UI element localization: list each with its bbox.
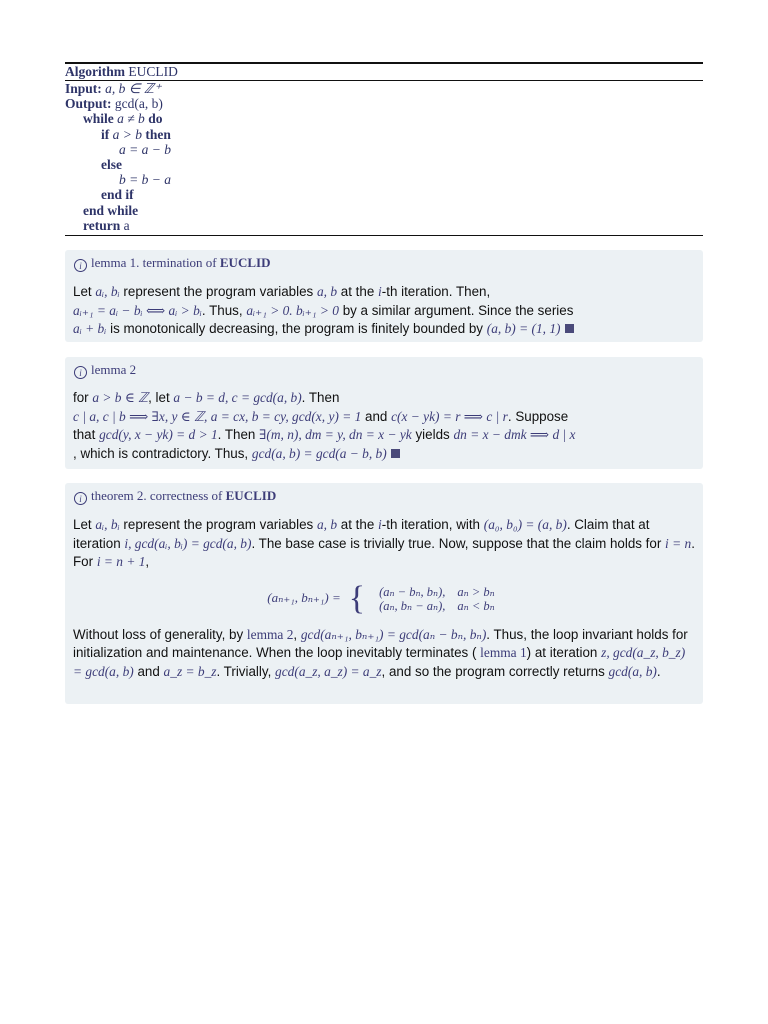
kw-return: return xyxy=(83,217,121,233)
text: Let xyxy=(73,284,92,299)
text: is monotonically decreasing, the program is finitely bounded by xyxy=(110,321,484,336)
display-equation xyxy=(73,579,695,617)
theorem2-title xyxy=(74,488,276,505)
math: aᵢ₊₁ > 0. bᵢ₊₁ > 0 xyxy=(246,302,339,318)
algo-line-else xyxy=(65,157,703,172)
math: i = n + 1 xyxy=(96,554,146,569)
text: Without loss of generality, by xyxy=(73,626,244,642)
math: a, b xyxy=(316,517,338,532)
lemma2-line4 xyxy=(73,445,695,464)
text: , which is contradictory. Thus, xyxy=(73,445,249,461)
algo-line-while xyxy=(65,111,703,126)
text: . Then xyxy=(217,427,256,442)
math: a_z = b_z xyxy=(163,663,217,679)
expr: a ≠ b xyxy=(117,111,145,127)
bottom-rule xyxy=(65,235,703,236)
text: by a similar argument. Since the series xyxy=(342,302,574,318)
lemma1-line1 xyxy=(73,283,695,302)
case-row xyxy=(373,585,501,599)
text: . Suppose xyxy=(507,408,569,424)
math: aᵢ, bᵢ xyxy=(95,284,120,299)
text: , xyxy=(145,554,150,569)
text: ) at iteration xyxy=(526,645,598,660)
algo-line-endwhile xyxy=(65,203,703,218)
case-value: (aₙ − bₙ, bₙ), xyxy=(379,584,446,599)
case-value: (aₙ, bₙ − aₙ), xyxy=(379,598,446,613)
text: and xyxy=(365,408,388,424)
case-condition: aₙ > bₙ xyxy=(457,584,495,599)
algorithm-name: EUCLID xyxy=(128,64,178,79)
cases-table xyxy=(373,585,501,613)
left-brace: { xyxy=(348,579,366,617)
text: represent the program variables xyxy=(123,284,314,299)
math: z, gcd(a_z, b_z) = gcd(a, b) xyxy=(73,645,686,679)
title-prefix: theorem 2. correctness of xyxy=(91,488,223,503)
kw-else: else xyxy=(101,156,122,172)
text: . Claim xyxy=(566,517,609,532)
math: (a₀, b₀) = (a, b) xyxy=(483,517,567,532)
math: aᵢ, bᵢ xyxy=(95,517,120,532)
lemma2-line2 xyxy=(73,408,695,427)
algo-line-if xyxy=(65,127,703,142)
lemma2-box xyxy=(65,357,703,469)
math: c(x − yk) = r ⟹ c | r xyxy=(391,408,508,424)
title-name: EUCLID xyxy=(219,255,271,270)
kw-do: do xyxy=(148,111,163,127)
case-condition: aₙ < bₙ xyxy=(457,598,495,613)
case-row xyxy=(373,599,501,613)
math: gcd(a_z, a_z) = a_z xyxy=(275,663,382,679)
text: , let xyxy=(148,390,170,405)
title-text: lemma 2 xyxy=(91,362,137,377)
algo-line-return xyxy=(65,218,703,233)
text: that at iteration xyxy=(73,517,650,551)
output-label: Output: xyxy=(65,96,112,112)
math: i = n xyxy=(665,535,692,551)
kw-then: then xyxy=(145,126,171,142)
info-icon: i xyxy=(74,259,87,272)
text: at the xyxy=(340,517,375,532)
math: aᵢ + bᵢ xyxy=(73,321,107,336)
qed-square-icon xyxy=(391,449,400,458)
algorithm-header xyxy=(65,64,703,80)
text: . The base case is trivially true. Now, suppose that the xyxy=(251,535,572,551)
lemma1-box xyxy=(65,250,703,342)
text: yields xyxy=(415,427,450,442)
expr: a xyxy=(123,217,130,233)
expr: a > b xyxy=(112,126,142,142)
text: -th iteration, with xyxy=(381,517,481,532)
info-icon: i xyxy=(74,492,87,505)
algorithm-output xyxy=(65,96,703,111)
math: ∃(m, n), dm = y, dn = x − yk xyxy=(259,427,412,442)
text: , and so the xyxy=(381,663,452,679)
kw-end-if: end if xyxy=(101,187,134,203)
text: for xyxy=(73,390,89,405)
text: claim holds for xyxy=(574,535,662,551)
math: gcd(aₙ₊₁, bₙ₊₁) = gcd(aₙ − bₙ, bₙ) xyxy=(300,626,487,642)
lemma1-title xyxy=(74,255,270,272)
theorem2-para1 xyxy=(73,516,695,572)
math: c | a, c | b ⟹ ∃x, y ∈ ℤ, a = cx, b = cy, gcd(x, y) = 1 xyxy=(73,408,362,424)
cases-cell xyxy=(369,584,505,614)
math: a > b ∈ ℤ xyxy=(92,390,149,405)
kw-end-while: end while xyxy=(83,202,139,218)
text: . xyxy=(656,663,661,679)
text: . Thus, the loop xyxy=(486,626,579,642)
math: aᵢ₊₁ = aᵢ − bᵢ ⟺ aᵢ > bᵢ xyxy=(73,302,202,318)
lemma2-title xyxy=(74,362,136,379)
input-label: Input: xyxy=(65,81,102,96)
text: represent the program variables xyxy=(123,517,314,532)
math: i xyxy=(378,284,382,299)
title-prefix: lemma 1. termination of xyxy=(91,255,217,270)
text: . Thus, xyxy=(201,302,243,318)
math: i, gcd(aᵢ, bᵢ) = gcd(a, b) xyxy=(124,535,252,551)
output-value: gcd(a, b) xyxy=(114,96,163,112)
lemma1-line3 xyxy=(73,320,695,339)
title-name: EUCLID xyxy=(225,488,277,503)
input-value: a, b ∈ ℤ⁺ xyxy=(105,81,162,96)
algo-line-endif xyxy=(65,187,703,202)
text: Let xyxy=(73,517,92,532)
theorem2-body xyxy=(73,516,695,681)
equation-table xyxy=(263,579,504,617)
lemma1-line2 xyxy=(73,302,695,321)
lemma-reference: lemma 2 xyxy=(246,626,294,642)
algo-line-assign-a xyxy=(65,142,703,157)
algorithm-block xyxy=(65,62,703,236)
text: -th iteration. Then, xyxy=(381,284,491,299)
qed-square-icon xyxy=(565,324,574,333)
expr: b = b − a xyxy=(119,172,171,188)
text: . Then xyxy=(301,390,340,405)
text: . For xyxy=(73,535,695,569)
lemma2-line3 xyxy=(73,426,695,445)
lemma2-body xyxy=(73,389,695,463)
algorithm-label: Algorithm xyxy=(65,64,125,79)
text: invariant holds for initialization and maintenance. When the loop inevitably terminates ( xyxy=(73,626,688,660)
text: that xyxy=(73,427,96,442)
lemma-reference: lemma 1 xyxy=(480,645,527,660)
algo-line-assign-b xyxy=(65,172,703,187)
lemma2-line1 xyxy=(73,389,695,408)
text: program correctly returns xyxy=(455,663,605,679)
text: and xyxy=(137,663,160,679)
kw-if: if xyxy=(101,126,110,142)
math: gcd(a, b) = gcd(a − b, b) xyxy=(251,445,387,461)
math: a − b = d, c = gcd(a, b) xyxy=(173,390,302,405)
math: gcd(a, b) xyxy=(608,663,657,679)
math: (a, b) = (1, 1) xyxy=(486,321,561,336)
math: gcd(y, x − yk) = d > 1 xyxy=(99,427,218,442)
math: i xyxy=(378,517,382,532)
theorem2-box xyxy=(65,483,703,704)
text: . Trivially, xyxy=(216,663,272,679)
kw-while: while xyxy=(83,111,114,127)
lemma1-body xyxy=(73,283,695,339)
expr: a = a − b xyxy=(119,141,171,157)
math: dn = x − dmk ⟹ d | x xyxy=(453,427,576,442)
math: a, b xyxy=(316,284,338,299)
equation-lhs: (aₙ₊₁, bₙ₊₁) = xyxy=(267,590,341,606)
text: at the xyxy=(340,284,375,299)
algorithm-input xyxy=(65,81,703,96)
info-icon: i xyxy=(74,366,87,379)
theorem2-para2: Without loss of generality, by lemma 2, gcd(aₙ₊₁, bₙ₊₁) = gcd(aₙ − bₙ, bₙ). Thus, the loop invariant holds for initialization and maintenance. When the loop inevitably terminates ( lemma 1) at iteration z, gcd(a_z, b_z) = gcd(a, b) and a_z = b_z. Trivially, gcd(a_z, a_z) = a_z, and so the program correctly returns gcd(a, b). xyxy=(73,626,688,679)
